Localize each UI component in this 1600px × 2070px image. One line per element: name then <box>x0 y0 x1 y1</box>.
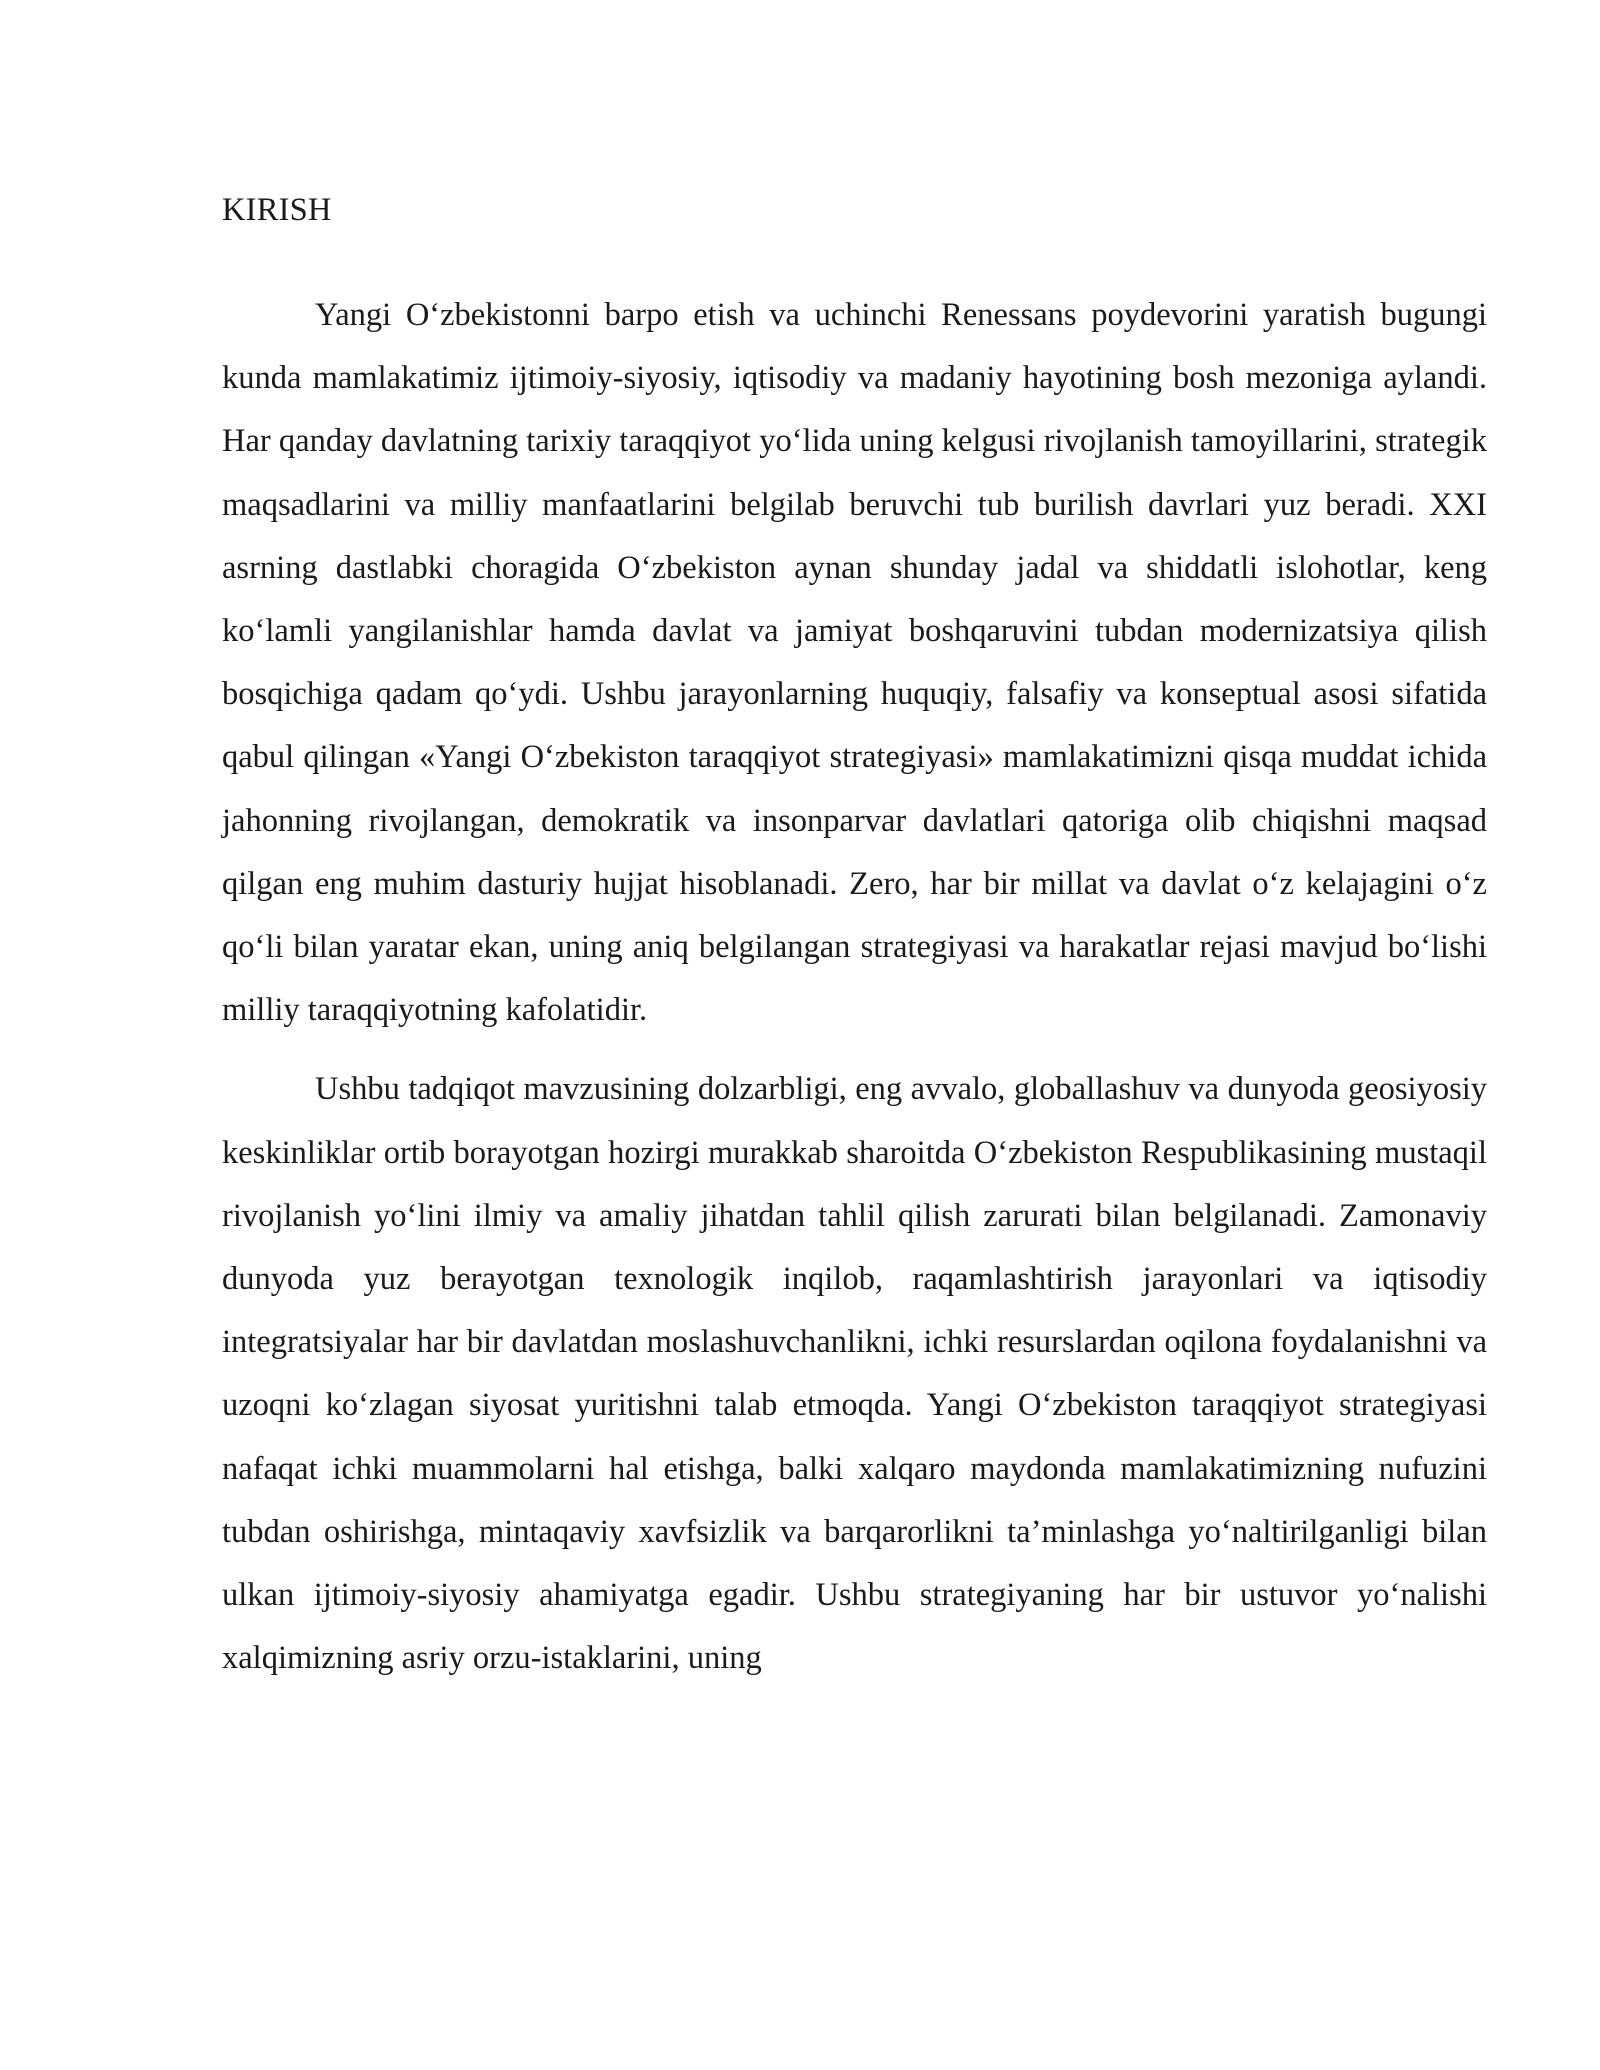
section-heading: KIRISH <box>222 192 332 228</box>
paragraph-intro: Yangi O‘zbekistonni barpo etish va uchinchi Renessans poydevorini yaratish bugungi kunda mamlakatimiz ijtimoiy-siyosiy, iqtisodiy va madaniy hayotining bosh mezoniga aylandi. Har qanday davlatning tarixiy taraqqiyot yo‘lida uning kelgusi rivojlanish tamoyillarini, strategik maqsadlarini va milliy manfaatlarini belgilab beruvchi tub burilish davrlari yuz beradi. XXI asrning dastlabki choragida O‘zbekiston aynan shunday jadal va shiddatli islohotlar, keng ko‘lamli yangilanishlar hamda davlat va jamiyat boshqaruvini tubdan modernizatsiya qilish bosqichiga qadam qo‘ydi. Ushbu jarayonlarning huquqiy, falsafiy va konseptual asosi sifatida qabul qilingan «Yangi O‘zbekiston taraqqiyot strategiyasi» mamlakatimizni qisqa muddat ichida jahonning rivojlangan, demokratik va insonparvar davlatlari qatoriga olib chiqishni maqsad qilgan eng muhim dasturiy hujjat hisoblanadi. Zero, har bir millat va davlat o‘z kelajagini o‘z qo‘li bilan yaratar ekan, uning aniq belgilangan strategiyasi va harakatlar rejasi mavjud bo‘lishi milliy taraqqiyotning kafolatidir. <box>222 297 1487 1029</box>
paragraph-relevance: Ushbu tadqiqot mavzusining dolzarbligi, eng avvalo, globallashuv va dunyoda geosiyosiy keskinliklar ortib borayotgan hozirgi murakkab sharoitda O‘zbekiston Respublikasining mustaqil rivojlanish yo‘lini ilmiy va amaliy jihatdan tahlil qilish zarurati bilan belgilanadi. Zamonaviy dunyoda yuz berayotgan texnologik inqilob, raqamlashtirish jarayonlari va iqtisodiy integratsiyalar har bir davlatdan moslashuvchanlikni, ichki resurslardan oqilona foydalanishni va uzoqni ko‘zlagan siyosat yuritishni talab etmoqda. Yangi O‘zbekiston taraqqiyot strategiyasi nafaqat ichki muammolarni hal etishga, balki xalqaro maydonda mamlakatimizning nufuzini tubdan oshirishga, mintaqaviy xavfsizlik va barqarorlikni ta’minlashga yo‘naltirilganligi bilan ulkan ijtimoiy-siyosiy ahamiyatga egadir. Ushbu strategiyaning har bir ustuvor yo‘nalishi xalqimizning asriy orzu-istaklarini, uning <box>222 1071 1487 1677</box>
document-body <box>222 184 1487 1706</box>
